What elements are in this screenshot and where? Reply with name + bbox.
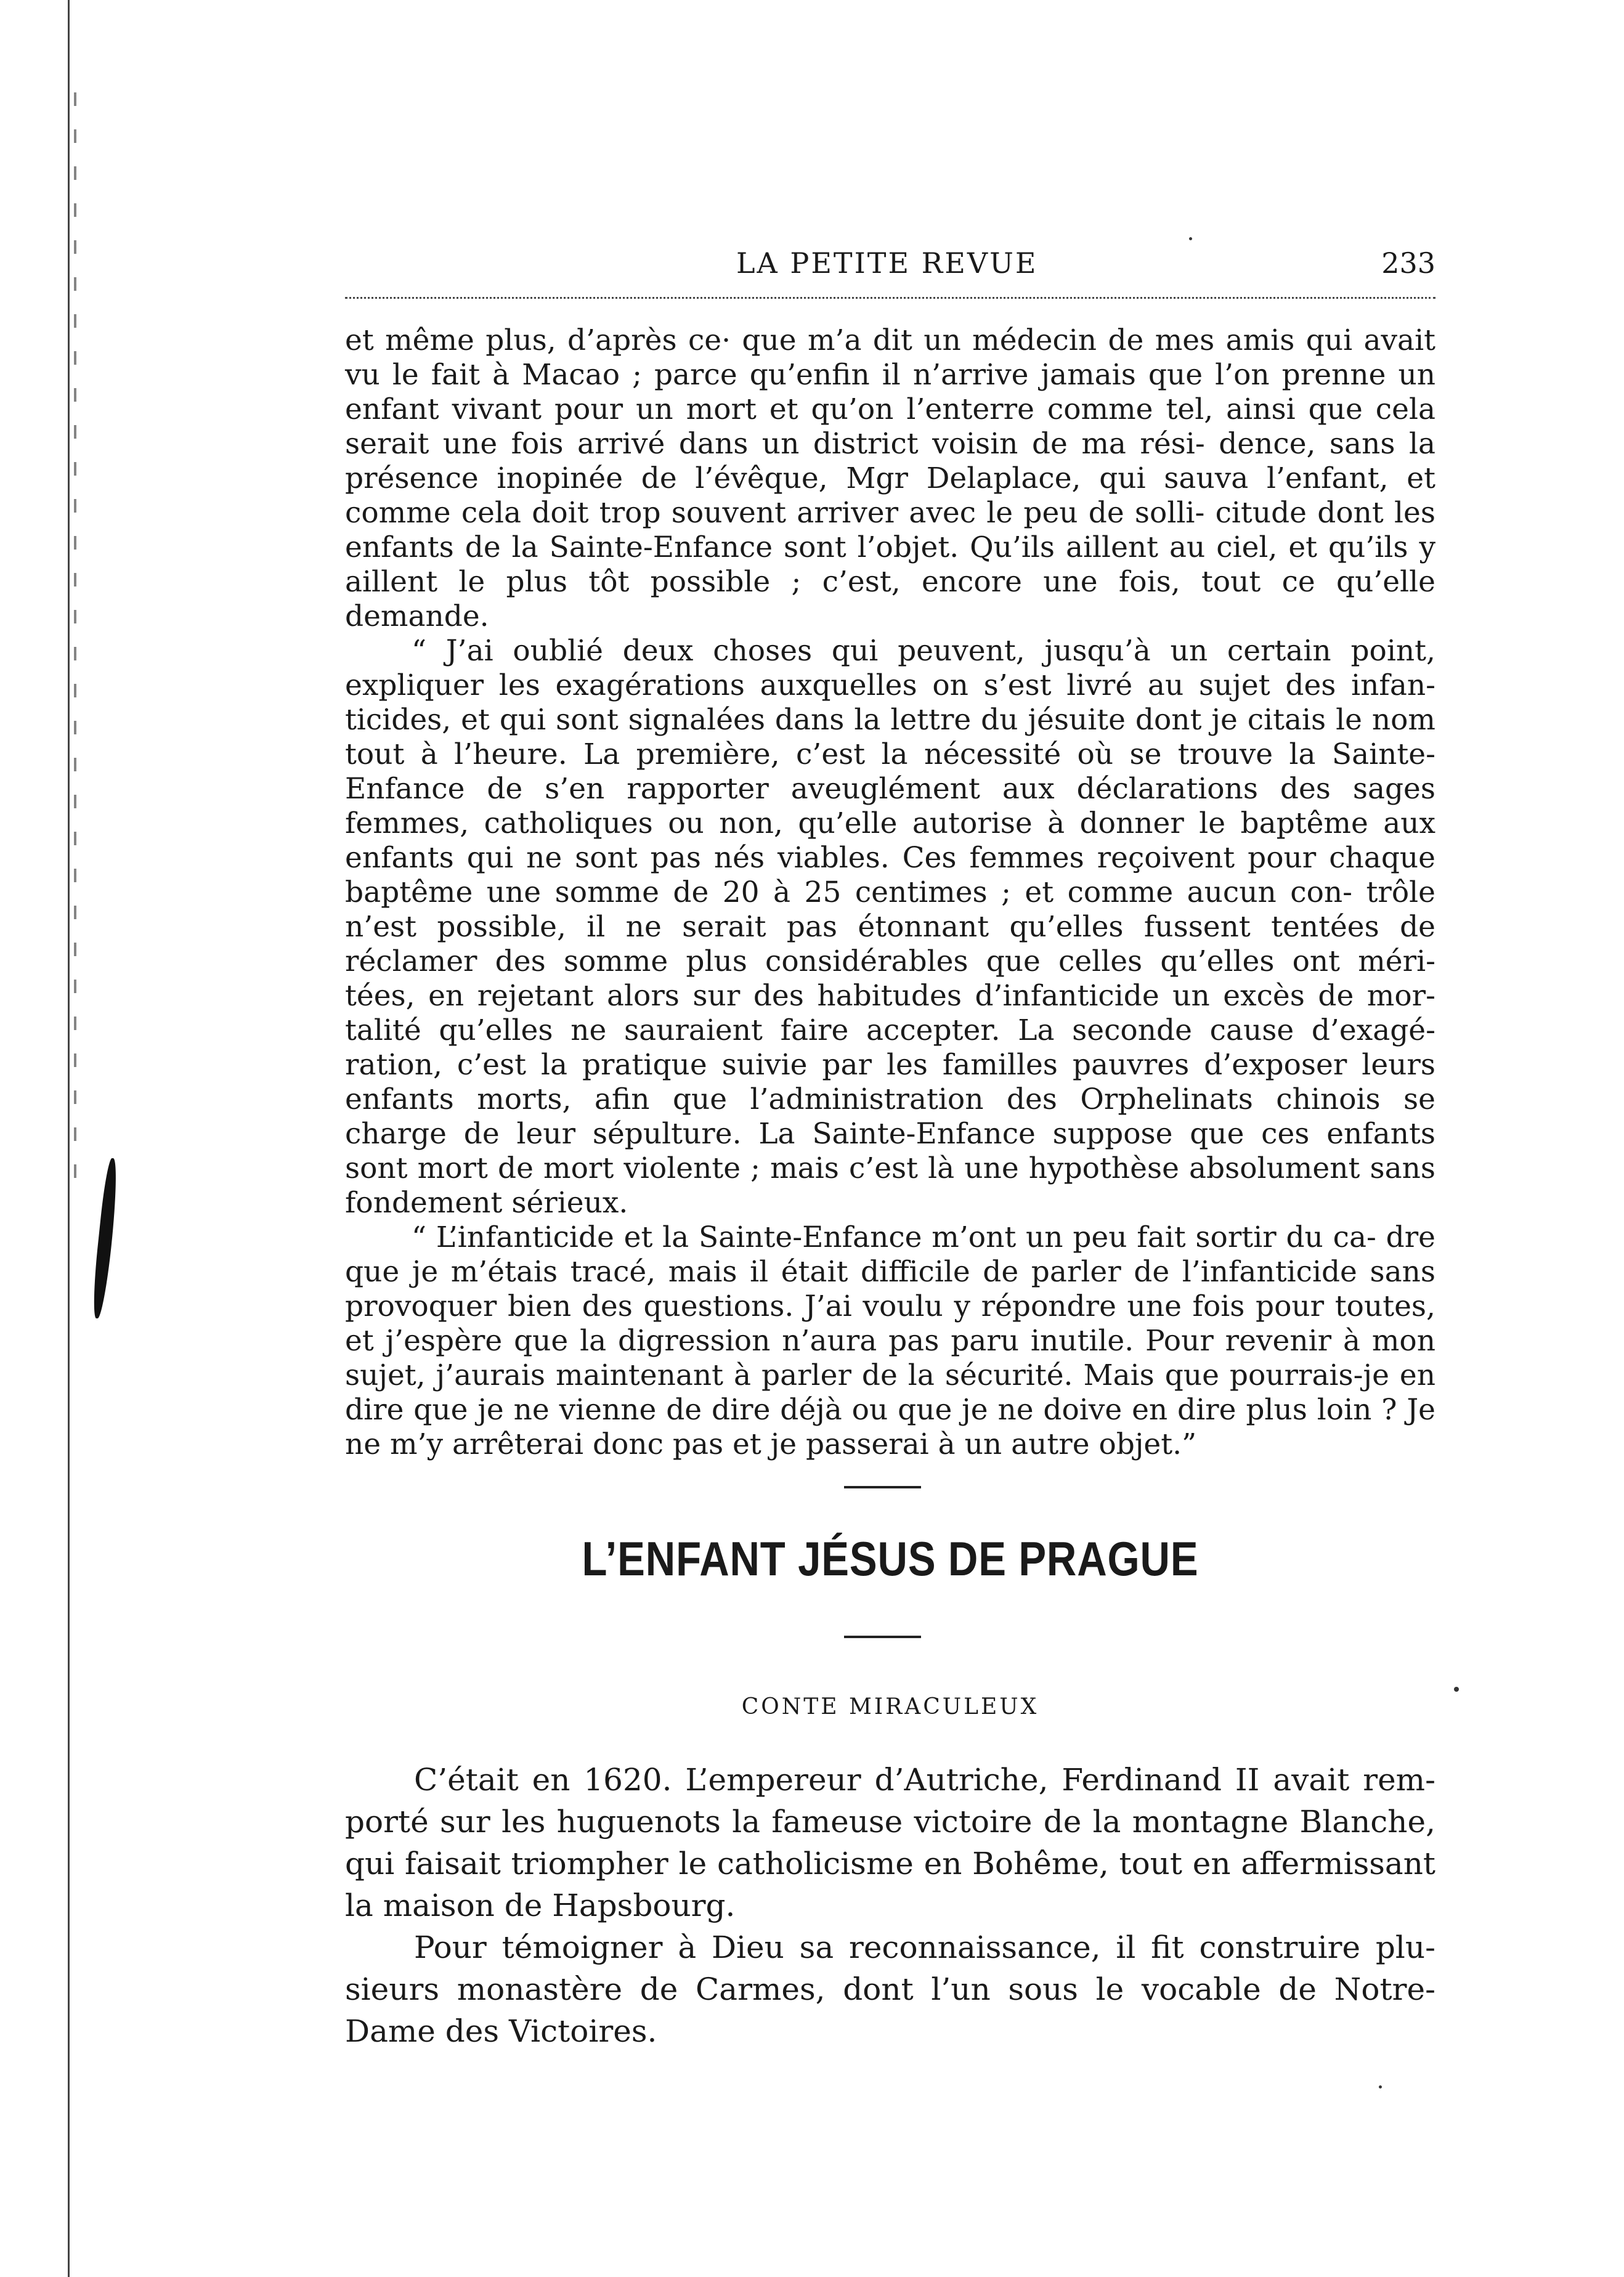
paragraph: C’était en 1620. L’empereur d’Autriche, Ferdinand II avait rem- porté sur les huguenots la fameuse victoire de la montagne Blanche, qui faisait triompher le catholicisme en Bohême, tout en affermissant la maison de Hapsbourg. [345, 1762, 1435, 1923]
section-rule-bottom [844, 1636, 921, 1638]
paragraph: Pour témoigner à Dieu sa reconnaissance, il fit construire plu- sieurs monastère de Carmes, dont l’un sous le vocable de Notre-Dame des Victoires. [345, 1930, 1435, 2049]
paragraph: et même plus, d’après ce· que m’a dit un médecin de mes amis qui avait vu le fait à Macao ; parce qu’enfin il n’arrive jamais que l’on prenne un enfant vivant pour un mort et qu’on l’enterre comme tel, ainsi que cela serait une fois arrivé dans un district voisin de ma rési- dence, sans la présence inopinée de l’évêque, Mgr Delaplace, qui sauva l’enfant, et comme cela doit trop souvent arriver avec le peu de solli- citude dont les enfants de la Sainte-Enfance sont l’objet. Qu’ils aillent au ciel, et qu’ils y aillent le plus tôt possible ; c’est, encore une fois, tout ce qu’elle demande. [345, 323, 1435, 633]
article-subtitle: CONTE MIRACULEUX [741, 1694, 1039, 1719]
section-rule-top [844, 1486, 921, 1488]
article-title: L’ENFANT JÉSUS DE PRAGUE [582, 1532, 1199, 1586]
paragraph: “ J’ai oublié deux choses qui peuvent, jusqu’à un certain point, expliquer les exagérations auxquelles on s’est livré au sujet des infan- ticides, et qui sont signalées dans la lettre du jésuite dont je citais le nom tout à l’heure. La première, c’est la nécessité où se trouve la Sainte-Enfance de s’en rapporter aveuglément aux déclarations des sages femmes, catholiques ou non, qu’elle autorise à donner le baptême aux enfants qui ne sont pas nés viables. Ces femmes reçoivent pour chaque baptême une somme de 20 à 25 centimes ; et comme aucun con- trôle n’est possible, il ne serait pas étonnant qu’elles fussent tentées de réclamer des somme plus considérables que celles qu’elles ont méri- tées, en rejetant alors sur des habitudes d’infanticide un excès de mor- talité qu’elles ne sauraient faire accepter. La seconde cause d’exagé- ration, c’est la pratique suivie par les familles pauvres d’exposer leurs enfants morts, afin que l’administration des Orphelinats chinois se charge de leur sépulture. La Sainte-Enfance suppose que ces enfants sont mort de mort violente ; mais c’est là une hypothèse absolument sans fondement sérieux. [345, 634, 1435, 1220]
speck [1189, 237, 1192, 240]
binding-marks [74, 92, 76, 1201]
page-number: 233 [1381, 246, 1435, 280]
ink-blot [90, 1158, 120, 1318]
speck [1454, 1687, 1459, 1692]
paragraph: “ L’infanticide et la Sainte-Enfance m’ont un peu fait sortir du ca- dre que je m’étais tracé, mais il était difficile de parler de l’infanticide sans provoquer bien des questions. J’ai voulu y répondre une fois pour toutes, et j’espère que la digression n’aura pas paru inutile. Pour revenir à mon sujet, j’aurais maintenant à parler de la sécurité. Mais que pourrais-je en dire que je ne vienne de dire déjà ou que je ne doive en dire plus loin ? Je ne m’y arrêterai donc pas et je passerai à un autre objet.” [345, 1220, 1435, 1461]
article-body [345, 1759, 1435, 2052]
speck [1379, 2085, 1382, 2088]
running-title: LA PETITE REVUE [736, 246, 1038, 280]
header-rule [345, 297, 1435, 299]
page-header [345, 246, 1435, 283]
continued-text [345, 323, 1435, 1462]
binding-edge [67, 0, 70, 2277]
